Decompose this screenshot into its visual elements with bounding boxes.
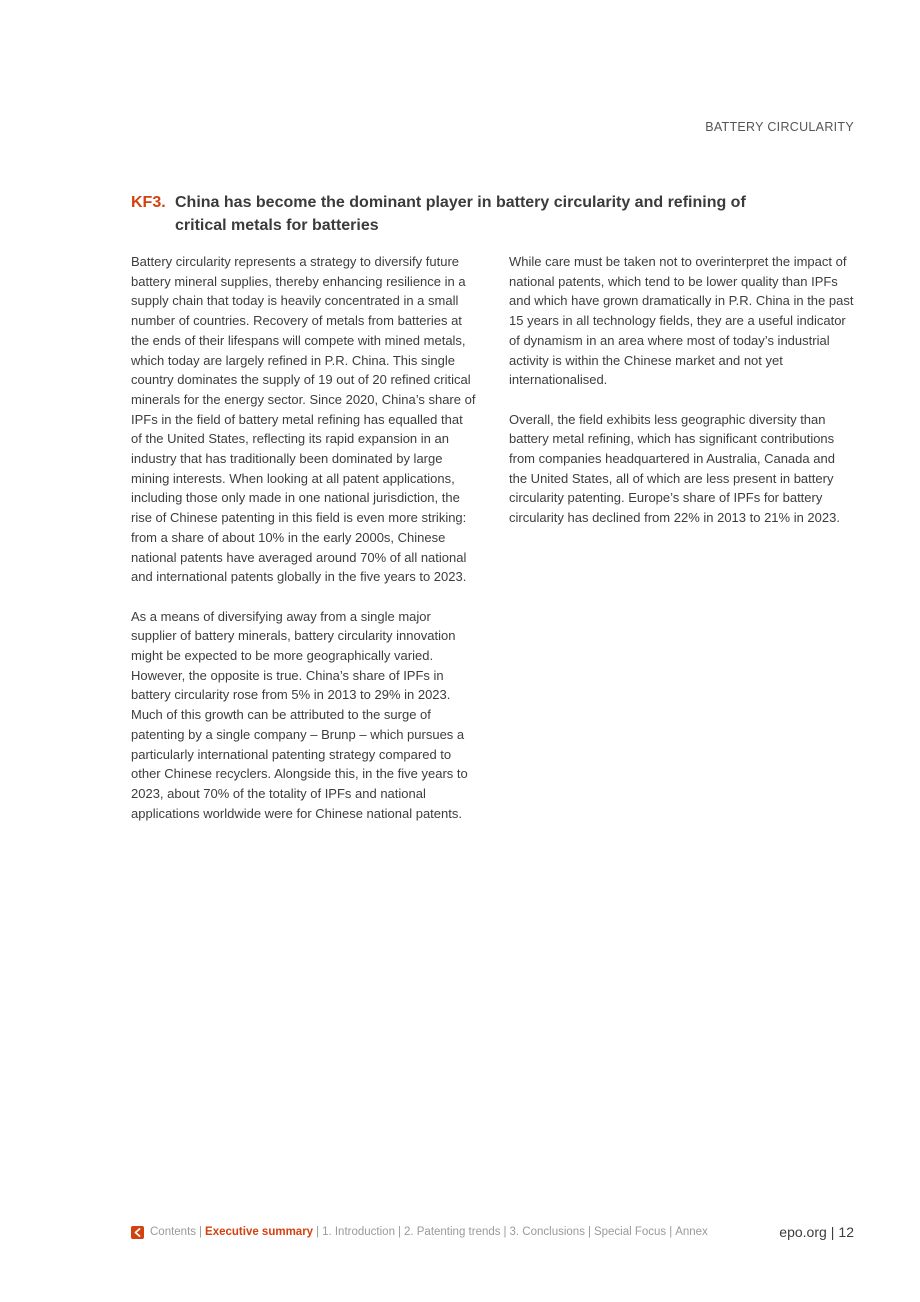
nav-link-introduction[interactable]: 1. Introduction (322, 1226, 395, 1238)
paragraph: Overall, the field exhibits less geographic diversity than battery metal refining, which has significant contributions from companies headquartered in Australia, Canada and the United States, all of which are less present in battery circularity patenting. Europe’s share of IPFs for battery circularity has declined from 22% in 2013 to 21% in 2023. (509, 411, 840, 526)
key-finding-heading (131, 191, 771, 237)
footer (131, 1222, 854, 1242)
nav-separator: | (199, 1226, 203, 1238)
key-finding-title: China has become the dominant player in battery circularity and refining of critical metals for batteries (175, 194, 746, 234)
page-info (779, 1224, 854, 1240)
nav-link-conclusions[interactable]: 3. Conclusions (509, 1226, 585, 1238)
right-column (509, 252, 855, 548)
section-label: BATTERY CIRCULARITY (705, 120, 854, 134)
page-number: 12 (838, 1224, 854, 1240)
left-column (131, 252, 476, 843)
page-separator: | (830, 1224, 835, 1240)
nav-separator: | (316, 1226, 320, 1238)
footer-navigation (131, 1226, 708, 1239)
nav-link-contents[interactable]: Contents (150, 1226, 197, 1238)
nav-link-executive-summary[interactable]: Executive summary (205, 1226, 314, 1238)
nav-separator: | (397, 1226, 401, 1238)
paragraph: As a means of diversifying away from a single major supplier of battery minerals, battery circularity innovation might be expected to be more geographically varied. However, the opposite is true. China’s share of IPFs in battery circularity rose from 5% in 2013 to 29% in 2023. Much of this growth can be attributed to the surge of patenting by a single company – Brunp – which pursues a particularly international patenting strategy compared to other Chinese recyclers. Alongside this, in the five years to 2023, about 70% of the totality of IPFs and national applications worldwide were for Chinese national patents. (131, 608, 468, 821)
nav-separator: | (587, 1226, 591, 1238)
nav-separator: | (669, 1226, 673, 1238)
chevron-left-icon[interactable] (131, 1226, 144, 1239)
nav-separator: | (503, 1226, 507, 1238)
paragraph: While care must be taken not to overinterpret the impact of national patents, which tend to be lower quality than IPFs and which have grown dramatically in P.R. China in the past 15 years in all technology fields, they are a useful indicator of dynamism in an area where most of today’s industrial activity is within the Chinese market and not yet internationalised. (509, 254, 854, 388)
key-finding-number: KF3. (131, 194, 166, 211)
paragraph: Battery circularity represents a strategy to diversify future battery mineral supplies, thereby enhancing resilience in a supply chain that today is heavily concentrated in a small number of countries. Recovery of metals from batteries at the ends of their lifespans will compete with mined metals, which today are largely refined in P.R. China. This single country dominates the supply of 19 out of 20 refined critical minerals for the energy sector. Since 2020, China’s share of IPFs in the field of battery metal refining has equalled that of the United States, reflecting its rapid expansion in an industry that has traditionally been dominated by large mining interests. When looking at all patent applications, including those only made in one national jurisdiction, the rise of Chinese patenting in this field is even more striking: from a share of about 10% in the early 2000s, Chinese national patents have averaged around 70% of all national and international patents globally in the five years to 2023. (131, 254, 476, 585)
site-link[interactable]: epo.org (779, 1224, 827, 1240)
nav-link-annex[interactable]: Annex (675, 1226, 708, 1238)
nav-link-special-focus[interactable]: Special Focus (593, 1226, 667, 1238)
nav-link-patenting-trends[interactable]: 2. Patenting trends (403, 1226, 501, 1238)
